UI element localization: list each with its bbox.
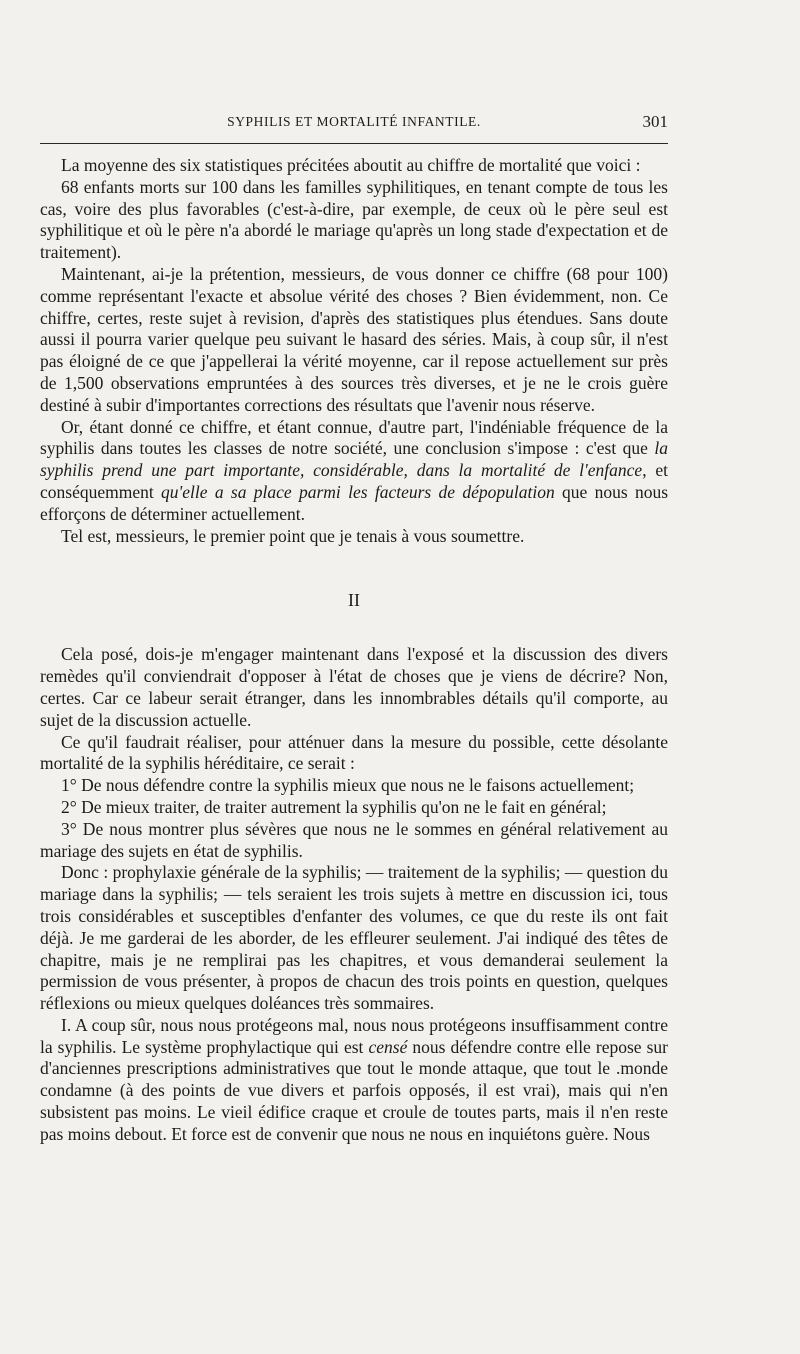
list-item: 2° De mieux traiter, de traiter autrement la syphilis qu'on ne le fait en général;: [61, 796, 607, 817]
paragraph: 68 enfants morts sur 100 dans les familles syphilitiques, en tenant compte de tous les cas, voire des plus favorables (c'est-à-dire, par exemple, de ceux où le père seul est syphilitique et où le père n'a abordé le mariage qu'après un long stade d'expectation et de traitement).: [40, 176, 668, 263]
page-number: 301: [642, 112, 668, 131]
text-run: I. A coup sûr, nous nous protégeons mal, nous nous protégeons insuffisamment contre la syphilis. Le système prophylactique qui est: [40, 1014, 668, 1057]
paragraph: Maintenant, ai-je la prétention, messieurs, de vous donner ce chiffre (68 pour 100) comme représentant l'exacte et absolue vérité des choses ? Bien évidemment, non. Ce chiffre, certes, reste sujet à revision, d'après des statistiques plus étendues. Sans doute aussi il pourra varier quelque peu suivant le hasard des séries. Mais, à coup sûr, il n'est pas éloigné de ce que j'appellerai la vérité moyenne, car il repose actuellement sur près de 1,500 observations empruntées à des sources très diverses, et je ne le crois guère destiné à subir d'importantes corrections des résultats que l'avenir nous réserve.: [40, 263, 668, 415]
text-run: , et conséquemment: [40, 460, 668, 502]
section-heading: II: [348, 590, 360, 611]
paragraph: Cela posé, dois-je m'engager maintenant dans l'exposé et la discussion des divers remèdes qu'il conviendrait d'opposer à l'état de choses que je viens de décrire? Non, certes. Car ce labeur serait étranger, dans les innombrables détails qu'il comporte, au sujet de la discussion actuelle.: [40, 644, 668, 730]
list-item: 3° De nous montrer plus sévères que nous ne le sommes en général relativement au mariage des sujets en état de syphilis.: [40, 818, 668, 861]
text-run: nous défendre contre elle repose sur d'anciennes prescriptions administratives que tout le monde attaque, que tout le .monde condamne (à des points de vue divers et parfois opposés, il est vrai), mais qui n'en subsistent pas moins. Le vieil édifice craque et croule de toutes parts, mais il n'en reste pas moins debout. Et force est de convenir que nous ne nous en inquiétons guère. Nous: [40, 1036, 668, 1144]
paragraph: [40, 1015, 668, 1146]
text-run: Or, étant donné ce chiffre, et étant connue, d'autre part, l'indéniable fréquence de la syphilis dans toutes les classes de notre société, une conclusion s'impose : c'est que: [40, 416, 668, 459]
list-item: 1° De nous défendre contre la syphilis mieux que nous ne le faisons actuellement;: [61, 775, 635, 796]
paragraph: Tel est, messieurs, le premier point que je tenais à vous soumettre.: [61, 525, 525, 546]
paragraph: La moyenne des six statistiques précitées aboutit au chiffre de mortalité que voici :: [61, 155, 641, 175]
paragraph: Ce qu'il faudrait réaliser, pour atténuer dans la mesure du possible, cette désolante mortalité de la syphilis héréditaire, ce serait :: [40, 731, 668, 774]
text-run: que nous nous efforçons de déterminer actuellement.: [40, 481, 669, 524]
paragraph: [40, 417, 668, 526]
italic-text: la syphilis prend une part importante, considérable, dans la mortalité de l'enfance: [40, 438, 668, 481]
running-title: SYPHILIS ET MORTALITÉ INFANTILE.: [227, 114, 481, 129]
paragraph: Donc : prophylaxie générale de la syphilis; — traitement de la syphilis; — question du mariage dans la syphilis; — tels seraient les trois sujets à mettre en discussion ici, tous trois considérables et susceptibles d'enfanter des volumes, ce que du reste ils ont fait déjà. Je me garderai de les aborder, de les effleurer seulement. J'ai indiqué des têtes de chapitre, mais je ne remplirai pas les chapitres, et vous demanderai seulement la permission de vous présenter, à propos de chacun des trois points en question, quelques réflexions ou mieux quelques doléances très sommaires.: [40, 862, 668, 1014]
italic-text: censé: [368, 1036, 408, 1057]
italic-text: qu'elle a sa place parmi les facteurs de dépopulation: [161, 481, 555, 502]
header-rule: [40, 143, 668, 144]
running-header: [40, 112, 668, 132]
body-text: [40, 155, 668, 1146]
